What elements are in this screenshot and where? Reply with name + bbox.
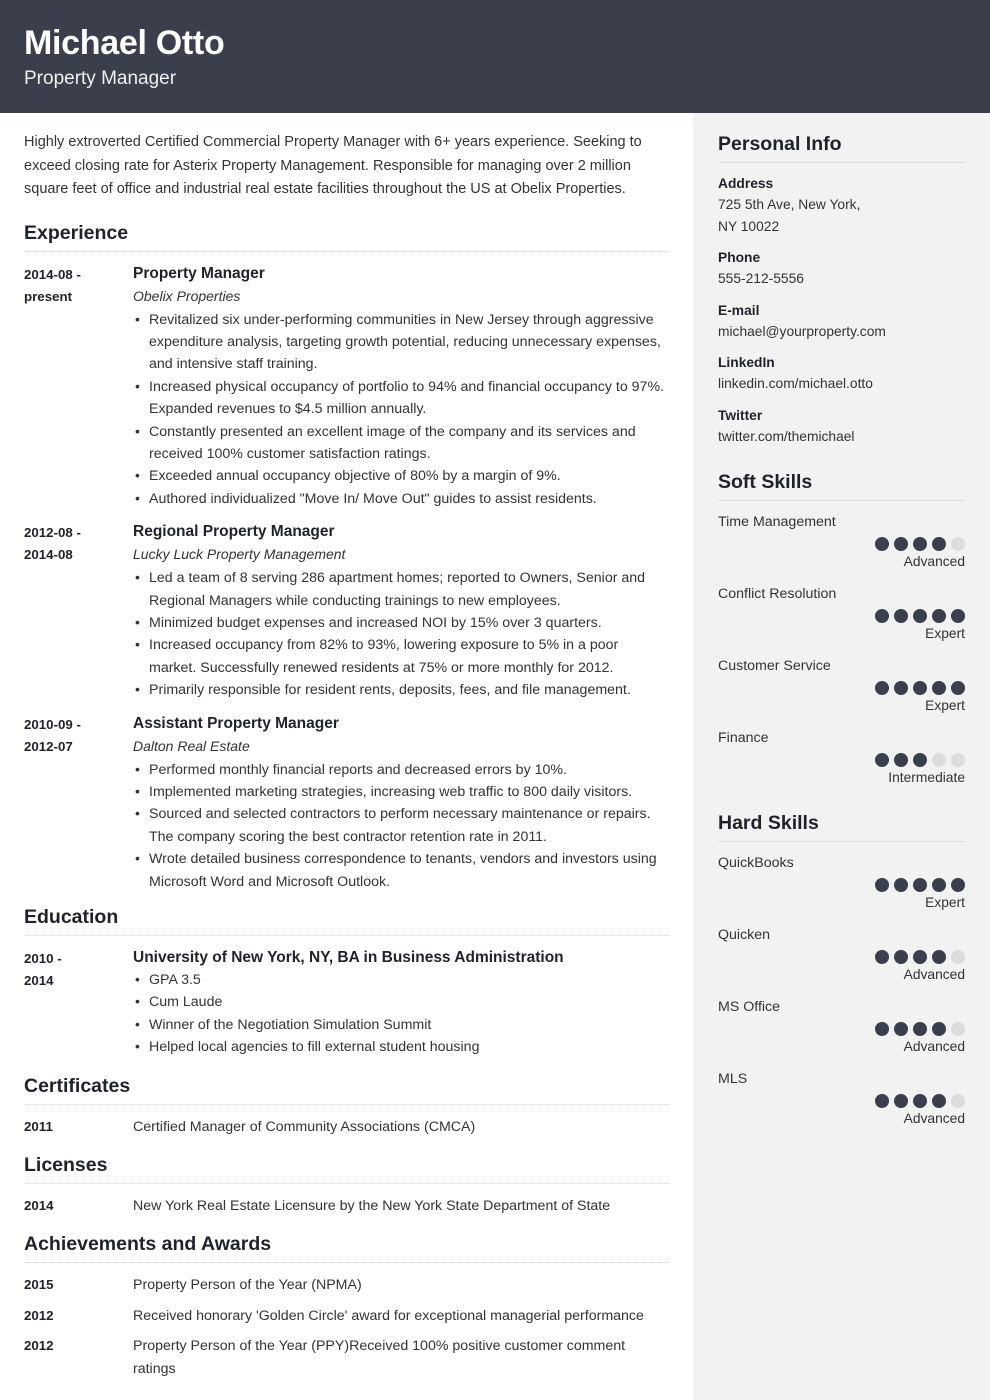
personal-info-item (718, 405, 965, 448)
skill-rating-dots (718, 1022, 965, 1036)
rating-dot-filled (894, 537, 908, 551)
hard-skill-item (718, 996, 965, 1057)
rating-dot-filled (894, 681, 908, 695)
skill-level-label: Advanced (903, 1039, 965, 1054)
achievement-entry (24, 1274, 669, 1296)
entry-bullet: • Authored individualized "Move In/ Move Out" guides to assist residents. (133, 488, 669, 510)
rating-dot-filled (875, 609, 889, 623)
personal-info-label: Twitter (718, 407, 763, 423)
entry-bullet: • Constantly presented an excellent image of the company and its services and received 100% customer satisfaction ratings. (133, 421, 669, 466)
rating-dot-filled (932, 609, 946, 623)
entry-bullet: • Increased occupancy from 82% to 93%, lowering exposure to 5% in a poor market. Successfully renewed residents at 75% or more monthly for 2012. (133, 634, 669, 679)
rating-dot-filled (913, 753, 927, 767)
personal-info-value: 725 5th Ave, New York, NY 10022 (718, 197, 861, 234)
rating-dot-filled (913, 1022, 927, 1036)
entry-date: 2011 (24, 1118, 53, 1134)
experience-entry (24, 713, 669, 893)
sidebar-column (693, 113, 990, 1400)
section-experience (24, 220, 669, 894)
license-entry (24, 1195, 669, 1217)
license-entries (24, 1195, 669, 1217)
rating-dot-filled (875, 681, 889, 695)
soft-skill-item (718, 655, 965, 716)
education-entries (24, 947, 669, 1059)
entry-organization: Dalton Real Estate (133, 737, 250, 754)
skill-rating-dots (718, 950, 965, 964)
skill-name: Conflict Resolution (718, 586, 837, 602)
soft-skill-items (718, 511, 965, 788)
sidebar-heading-soft-skills: Soft Skills (718, 469, 965, 501)
entry-role: Regional Property Manager (133, 523, 335, 541)
rating-dot-filled (932, 681, 946, 695)
skill-rating-dots (718, 681, 965, 695)
personal-info-value: michael@yourproperty.com (718, 323, 886, 339)
entry-bullet: • Revitalized six under-performing communities in New Jersey through aggressive expenditure analysis, targeting growth potential, reducing unnecessary expenses, and intensive staff training. (133, 309, 669, 376)
rating-dot-filled (913, 1094, 927, 1108)
entry-bullet: • Minimized budget expenses and increased NOI by 15% over 3 quarters. (133, 612, 669, 634)
rating-dot-filled (932, 878, 946, 892)
personal-info-item (718, 247, 965, 290)
entry-bullet: • Primarily responsible for resident rents, deposits, fees, and file management. (133, 679, 669, 701)
entry-bullet: • Led a team of 8 serving 286 apartment homes; reported to Owners, Senior and Regional Managers while conducting trainings to new employees. (133, 567, 669, 612)
personal-info-value: twitter.com/themichael (718, 428, 855, 444)
sidebar-section-hard-skills (718, 810, 965, 1129)
rating-dot-empty (951, 950, 965, 964)
rating-dot-filled (875, 1094, 889, 1108)
entry-bullet: • Implemented marketing strategies, increasing web traffic to 800 daily visitors. (133, 781, 669, 803)
rating-dot-empty (951, 537, 965, 551)
skill-level-label: Expert (925, 698, 965, 713)
rating-dot-empty (951, 1094, 965, 1108)
skill-level-label: Advanced (903, 554, 965, 569)
rating-dot-filled (913, 950, 927, 964)
entry-role: Assistant Property Manager (133, 714, 339, 732)
entry-date: 2015 (24, 1277, 54, 1293)
rating-dot-filled (932, 950, 946, 964)
entry-bullet: • Performed monthly financial reports and decreased errors by 10%. (133, 759, 669, 781)
rating-dot-filled (894, 609, 908, 623)
soft-skill-item (718, 583, 965, 644)
hard-skill-item (718, 1068, 965, 1129)
entry-bullets (133, 309, 669, 511)
skill-name: Quicken (718, 927, 771, 943)
sidebar-section-soft-skills (718, 469, 965, 788)
skill-rating-dots (718, 753, 965, 767)
section-heading-certificates: Certificates (24, 1073, 669, 1105)
candidate-job-title: Property Manager (24, 68, 177, 89)
education-school: University of New York, NY, BA in Business Administration (133, 949, 564, 967)
rating-dot-filled (875, 950, 889, 964)
entry-bullet: • Winner of the Negotiation Simulation Summit (133, 1014, 669, 1036)
rating-dot-empty (951, 1022, 965, 1036)
entry-bullet: • Sourced and selected contractors to perform necessary maintenance or repairs. The company scoring the best contractor retention rate in 2011. (133, 803, 669, 848)
entry-role: Property Manager (133, 264, 265, 282)
skill-rating-dots (718, 1094, 965, 1108)
entry-bullets (133, 567, 669, 701)
entry-date: 2014 (24, 1198, 54, 1214)
skill-name: QuickBooks (718, 855, 794, 871)
sidebar-section-personal-info (718, 131, 965, 447)
hard-skill-items (718, 852, 965, 1129)
entry-text: New York Real Estate Licensure by the New York State Department of State (133, 1198, 611, 1215)
rating-dot-filled (894, 878, 908, 892)
rating-dot-filled (913, 609, 927, 623)
certificate-entry (24, 1116, 669, 1138)
section-achievements (24, 1231, 669, 1380)
rating-dot-filled (875, 753, 889, 767)
rating-dot-filled (913, 681, 927, 695)
entry-organization: Lucky Luck Property Management (133, 546, 346, 563)
professional-summary: Highly extroverted Certified Commercial Property Manager with 6+ years experience. Seeking to exceed closing rate for Asterix Property Management. Responsible for managing over 2 million square feet of office and industrial real estate facilities throughout the US at Obelix Properties. (24, 134, 642, 197)
rating-dot-filled (875, 1022, 889, 1036)
rating-dot-filled (932, 1022, 946, 1036)
achievement-entries (24, 1274, 669, 1380)
personal-info-value: linkedin.com/michael.otto (718, 376, 873, 391)
rating-dot-filled (913, 537, 927, 551)
rating-dot-filled (932, 537, 946, 551)
achievement-entry (24, 1335, 669, 1380)
rating-dot-filled (951, 878, 965, 892)
rating-dot-filled (894, 1022, 908, 1036)
entry-bullet: • Cum Laude (133, 991, 669, 1013)
main-column (0, 113, 693, 1400)
section-heading-achievements: Achievements and Awards (24, 1231, 669, 1263)
rating-dot-empty (932, 753, 946, 767)
entry-body (133, 521, 669, 701)
resume-header (0, 0, 990, 113)
experience-entries (24, 263, 669, 894)
personal-info-label: LinkedIn (718, 355, 775, 370)
entry-bullet: • Exceeded annual occupancy objective of 80% by a margin of 9%. (133, 465, 669, 487)
entry-organization: Obelix Properties (133, 287, 241, 304)
entry-text: Property Person of the Year (PPY)Received 100% positive customer comment ratings (133, 1338, 626, 1377)
education-entry (24, 947, 669, 1059)
section-heading-experience: Experience (24, 220, 669, 252)
section-certificates (24, 1073, 669, 1138)
skill-level-label: Expert (925, 626, 965, 641)
section-licenses (24, 1152, 669, 1217)
hard-skill-item (718, 924, 965, 985)
entry-date: 2012 (24, 1338, 54, 1354)
skill-rating-dots (718, 609, 965, 623)
skill-name: Finance (718, 730, 769, 746)
rating-dot-filled (932, 1094, 946, 1108)
personal-info-item (718, 352, 965, 395)
skill-level-label: Advanced (903, 967, 965, 982)
candidate-name: Michael Otto (24, 24, 225, 62)
skill-level-label: Intermediate (888, 770, 965, 785)
skill-level-label: Expert (925, 895, 965, 910)
entry-date: 2012 (24, 1307, 54, 1323)
skill-rating-dots (718, 878, 965, 892)
entry-body (133, 713, 669, 893)
sidebar-heading-hard-skills: Hard Skills (718, 810, 965, 842)
personal-info-value: 555-212-5556 (718, 271, 804, 286)
rating-dot-filled (875, 878, 889, 892)
skill-name: Time Management (718, 514, 836, 530)
personal-info-label: E-mail (718, 302, 760, 318)
rating-dot-filled (951, 609, 965, 623)
entry-bullets (133, 759, 669, 893)
entry-bullet: • Helped local agencies to fill external student housing (133, 1036, 669, 1058)
rating-dot-filled (951, 681, 965, 695)
skill-rating-dots (718, 537, 965, 551)
achievement-entry (24, 1305, 669, 1327)
rating-dot-filled (913, 878, 927, 892)
experience-entry (24, 521, 669, 701)
rating-dot-filled (894, 753, 908, 767)
personal-info-items (718, 173, 965, 447)
certificate-entries (24, 1116, 669, 1138)
resume-body (0, 113, 990, 1400)
sidebar-heading-personal-info: Personal Info (718, 131, 965, 163)
experience-entry (24, 263, 669, 511)
skill-name: MS Office (718, 999, 781, 1015)
personal-info-item (718, 300, 965, 343)
skill-level-label: Advanced (903, 1111, 965, 1126)
rating-dot-empty (951, 753, 965, 767)
soft-skill-item (718, 727, 965, 788)
entry-bullet: • Increased physical occupancy of portfolio to 94% and financial occupancy to 97%. Expanded revenues to $4.5 million annually. (133, 376, 669, 421)
entry-bullet: • GPA 3.5 (133, 969, 669, 991)
section-heading-education: Education (24, 904, 669, 936)
rating-dot-filled (875, 537, 889, 551)
personal-info-label: Phone (718, 250, 761, 265)
entry-bullet: • Wrote detailed business correspondence to tenants, vendors and investors using Microsoft Word and Microsoft Outlook. (133, 848, 669, 893)
hard-skill-item (718, 852, 965, 913)
personal-info-label: Address (718, 176, 774, 191)
entry-body (133, 263, 669, 511)
personal-info-item (718, 173, 965, 237)
entry-body (133, 947, 669, 1059)
entry-text: Received honorary 'Golden Circle' award for exceptional managerial performance (133, 1307, 644, 1324)
entry-date: 2010 - 2014 (24, 951, 62, 989)
section-education (24, 904, 669, 1059)
entry-date: 2014-08 - present (24, 266, 81, 304)
entry-date: 2010-09 - 2012-07 (24, 716, 81, 754)
rating-dot-filled (894, 1094, 908, 1108)
soft-skill-item (718, 511, 965, 572)
skill-name: Customer Service (718, 658, 831, 674)
rating-dot-filled (894, 950, 908, 964)
entry-bullets (133, 969, 669, 1059)
skill-name: MLS (718, 1071, 748, 1087)
entry-date: 2012-08 - 2014-08 (24, 525, 81, 563)
entry-text: Certified Manager of Community Associations (CMCA) (133, 1118, 476, 1135)
entry-text: Property Person of the Year (NPMA) (133, 1277, 362, 1294)
section-heading-licenses: Licenses (24, 1152, 669, 1184)
